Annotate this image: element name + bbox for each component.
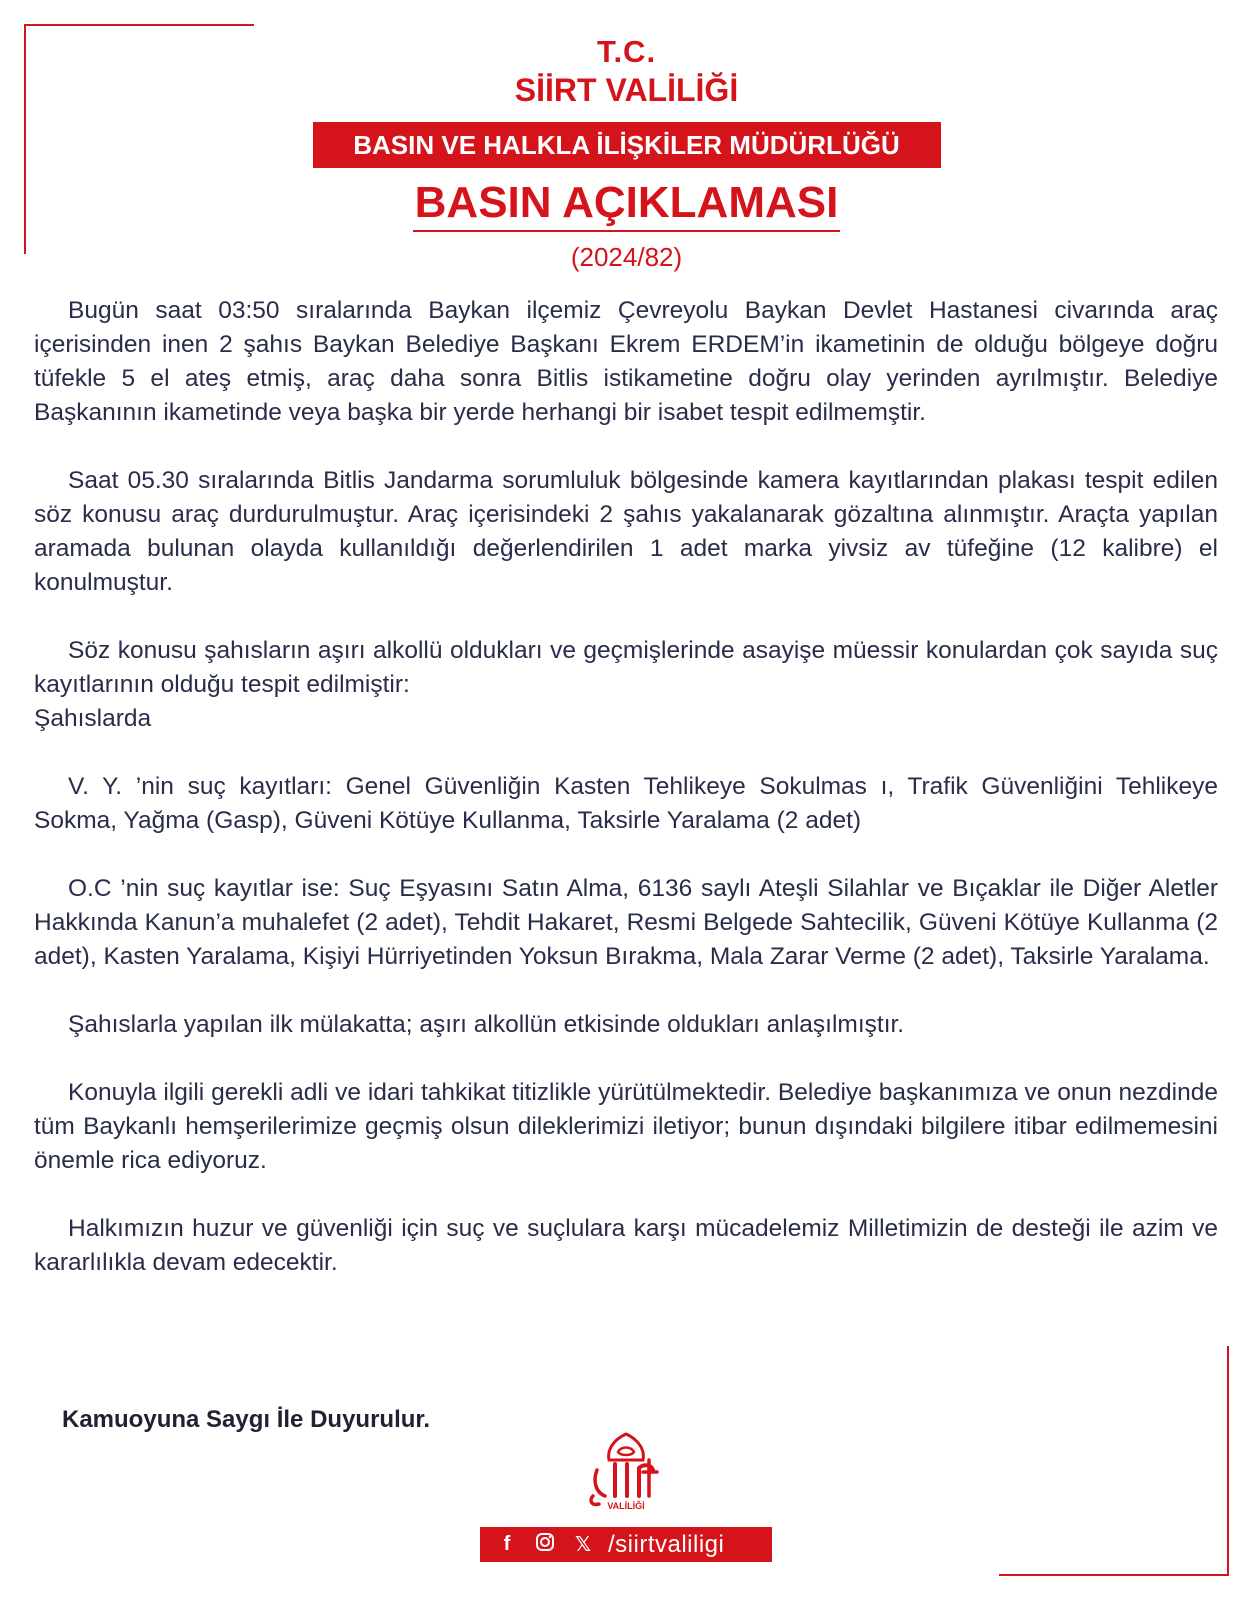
paragraph: Şahıslarla yapılan ilk mülakatta; aşırı alkollün etkisinde oldukları anlaşılmıştır. <box>68 1011 905 1038</box>
document-body <box>34 294 1218 1314</box>
frame-corner-bottom-right-vertical <box>1227 1346 1229 1576</box>
paragraph: Bugün saat 03:50 sıralarında Baykan ilçemiz Çevreyolu Baykan Devlet Hastanesi civarında araç içerisinden inen 2 şahıs Baykan Belediye Başkanı Ekrem ERDEM’in ikametinin de olduğu bölgeye doğru tüfekle 5 el ateş etmiş, araç daha sonra Bitlis istikametine doğru olay yerinden ayrılmıştır. Belediye Başkanının ikametinde veya başka bir yerde herhangi bir isabet tespit edilmemştir. <box>34 297 1218 426</box>
document-title: BASIN AÇIKLAMASI <box>413 178 841 232</box>
paragraph: Saat 05.30 sıralarında Bitlis Jandarma sorumluluk bölgesinde kamera kayıtlarından plakası tespit edilen söz konusu araç durdurulmuştur. Araç içerisindeki 2 şahıs yakalanarak gözaltına alınmıştır. Araçta yapılan aramada bulunan olayda kullanıldığı değerlendirilen 1 adet marka yivsiz av tüfeğine (12 kalibre) el konulmuştur. <box>34 467 1218 596</box>
document-number: (2024/82) <box>570 242 683 272</box>
paragraph: O.C ’nin suç kayıtlar ise: Suç Eşyasını Satın Alma, 6136 saylı Ateşli Silahlar ve Bıçaklar ile Diğer Aletler Hakkında Kanun’a muhalefet (2 adet), Tehdit Hakaret, Resmi Belgede Sahtecilik, Güveni Kötüye Kullanma (2 adet), Kasten Yaralama, Kişiyi Hürriyetinden Yoksun Bırakma, Mala Zarar Verme (2 adet), Taksirle Yaralama. <box>34 875 1218 970</box>
department-banner: BASIN VE HALKLA İLİŞKİLER MÜDÜRLÜĞÜ <box>313 122 941 168</box>
paragraph: V. Y. ’nin suç kayıtları: Genel Güvenliğin Kasten Tehlikeye Sokulmas ı, Trafik Güvenliğini Tehlikeye Sokma, Yağma (Gasp), Güveni Kötüye Kullanma, Taksirle Yaralama (2 adet) <box>34 773 1218 834</box>
paragraph: Söz konusu şahısların aşırı alkollü oldukları ve geçmişlerinde asayişe müessir konulardan çok sayıda suç kayıtlarının olduğu tespit edilmiştir: <box>34 637 1218 698</box>
closing-statement: Kamuoyuna Saygı İle Duyurulur. <box>62 1406 431 1433</box>
frame-corner-top-left-horizontal <box>24 24 254 26</box>
header-tc: T.C. <box>596 34 657 69</box>
social-handle[interactable]: /siirtvaliligi <box>608 1530 725 1558</box>
paragraph: Şahıslarda <box>34 705 152 732</box>
paragraph: Konuyla ilgili gerekli adli ve idari tahkikat titizlikle yürütülmektedir. Belediye başkanımıza ve onun nezdinde tüm Baykanlı hemşerilerimize geçmiş olsun dileklerimizi iletiyor; bunun dışındaki bilgilere itibar edilmemesini önemle rica ediyoruz. <box>34 1079 1218 1174</box>
document-header <box>0 34 1253 272</box>
facebook-icon[interactable]: f <box>503 1533 511 1555</box>
frame-corner-bottom-right-horizontal <box>999 1574 1229 1576</box>
siirt-valiligi-logo-icon <box>583 1430 669 1512</box>
x-icon[interactable]: 𝕏 <box>574 1534 592 1556</box>
instagram-icon[interactable] <box>526 1532 564 1558</box>
social-media-bar <box>480 1527 772 1562</box>
header-governorate: SİİRT VALİLİĞİ <box>514 72 739 108</box>
paragraph: Halkımızın huzur ve güvenliği için suç ve suçlulara karşı mücadelemiz Milletimizin de desteği ile azim ve kararlılıkla devam edecektir. <box>34 1215 1218 1276</box>
logo-subtext: VALİLİĞİ <box>607 1501 645 1511</box>
